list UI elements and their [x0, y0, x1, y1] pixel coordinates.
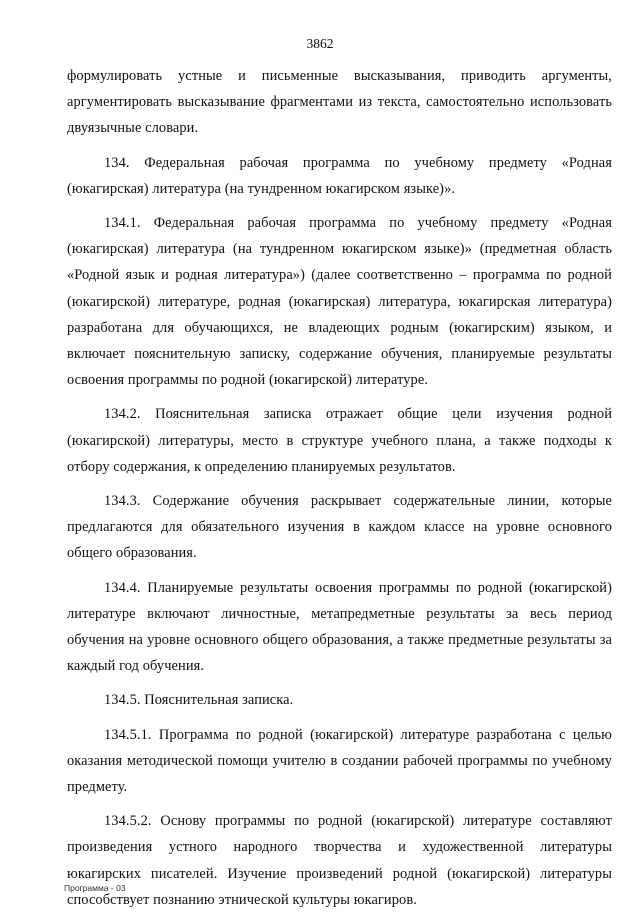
paragraph-134-1: 134.1. Федеральная рабочая программа по учебному предмету «Родная (юкагирская) литература (на тундренном юкагирском языке)» (предметная область «Родной язык и родная литература») (далее соответственно – программа по родной (юкагирской) литературе, родная (юкагирская) литература, юкагирская литература) разработана для обучающихся, не владеющих родным (юкагирским) языком, и включает пояснительную записку, содержание обучения, планируемые результаты освоения программы по родной (юкагирской) литературе. [67, 215, 612, 389]
paragraph-134-5-2: 134.5.2. Основу программы по родной (юкагирской) литературе составляют произведения устного народного творчества и художественной литературы юкагирских писателей. Изучение произведений родной (юкагирской) литературы способствует познанию этнической культуры юкагиров. [67, 813, 612, 908]
paragraph-134-heading: 134. Федеральная рабочая программа по учебному предмету «Родная (юкагирская) литература (на тундренном юкагирском языке)». [67, 154, 612, 197]
paragraph-134-4: 134.4. Планируемые результаты освоения программы по родной (юкагирской) литературе включают личностные, метапредметные результаты за весь период обучения на уровне основного общего образования, а также предметные результаты за каждый год обучения. [67, 579, 612, 675]
document-body [67, 63, 612, 921]
paragraph-134-2: 134.2. Пояснительная записка отражает общие цели изучения родной (юкагирской) литературы, место в структуре учебного плана, а также подходы к отбору содержания, к определению планируемых результатов. [67, 406, 612, 475]
footer-label: Программа - 03 [64, 883, 126, 893]
paragraph-134-5-1: 134.5.1. Программа по родной (юкагирской) литературе разработана с целью оказания методической помощи учителю в создании рабочей программы по учебному предмету. [67, 726, 612, 796]
page-number: 3862 [306, 36, 334, 51]
paragraph-134-3: 134.3. Содержание обучения раскрывает содержательные линии, которые предлагаются для обязательного изучения в каждом классе на уровне основного общего образования. [67, 493, 612, 562]
paragraph-134-5: 134.5. Пояснительная записка. [104, 692, 294, 709]
paragraph-continuation: формулировать устные и письменные высказывания, приводить аргументы, аргументировать высказывание фрагментами из текста, самостоятельно использовать двуязычные словари. [67, 68, 612, 137]
